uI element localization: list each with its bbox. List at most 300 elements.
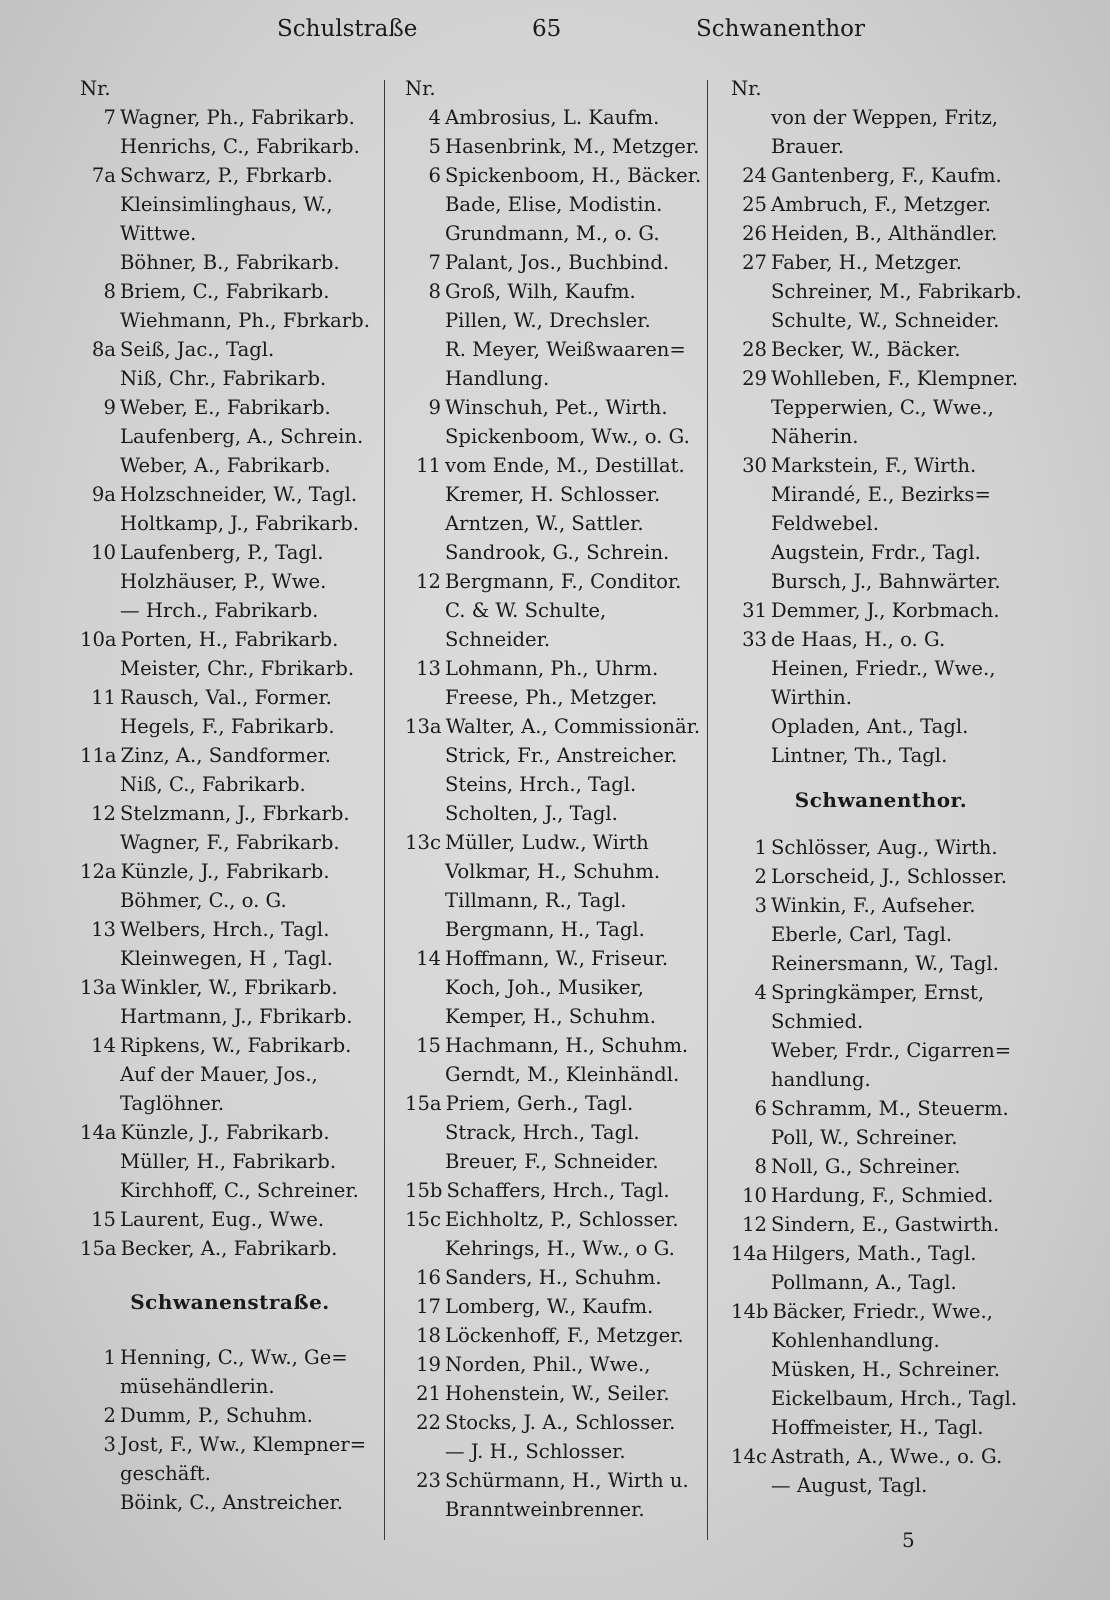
directory-entry [80,1060,380,1089]
resident-entry: Kemper, H., Schuhm. [445,1005,656,1028]
resident-entry: Sindern, E., Gastwirth. [771,1213,1000,1236]
directory-entry [731,596,1031,625]
directory-entry [80,1343,380,1372]
resident-entry: Lohmann, Ph., Uhrm. [445,657,659,680]
directory-entry [80,1430,380,1459]
directory-entry [405,1321,703,1350]
house-number: 14 [416,947,441,970]
directory-entry [731,277,1031,306]
resident-entry: Gerndt, M., Kleinhändl. [445,1063,680,1086]
resident-entry: handlung. [771,1068,871,1091]
resident-entry: Weber, A., Fabrikarb. [120,454,331,477]
resident-entry: Schmied. [771,1010,864,1033]
resident-entry: Weber, Frdr., Cigarren= [771,1039,1012,1062]
directory-entry [80,596,380,625]
directory-entry [731,509,1031,538]
directory-entry [405,306,703,335]
resident-entry: Tillmann, R., Tagl. [445,889,627,912]
house-number: 27 [742,251,767,274]
directory-entry [405,1263,703,1292]
resident-entry: Hegels, F., Fabrikarb. [120,715,335,738]
resident-entry: Palant, Jos., Buchbind. [445,251,670,274]
directory-entry [80,103,380,132]
directory-entry [80,683,380,712]
directory-entry [405,1147,703,1176]
entry-list [405,103,703,1524]
resident-entry: Dumm, P., Schuhm. [120,1404,313,1427]
resident-entry: Feldwebel. [771,512,879,535]
house-number: 10 [91,541,116,564]
resident-entry: Handlung. [445,367,550,390]
directory-entry [731,451,1031,480]
directory-entry [731,306,1031,335]
house-number: 1 [754,836,767,859]
resident-entry: Müller, Ludw., Wirth [445,831,649,854]
resident-entry: Demmer, J., Korbmach. [771,599,1000,622]
directory-entry [731,1442,1031,1471]
directory-entry [405,1118,703,1147]
resident-entry: Winkin, F., Aufseher. [771,894,976,917]
house-number: 5 [428,135,441,158]
directory-entry [731,132,1031,161]
resident-entry: Kremer, H. Schlosser. [445,483,661,506]
house-number: 29 [742,367,767,390]
resident-entry: von der Weppen, Fritz, [771,106,998,129]
house-number: 14 [91,1034,116,1057]
resident-entry: C. & W. Schulte, [445,599,607,622]
directory-entry [731,538,1031,567]
resident-entry: Bäcker, Friedr., Wwe., [772,1300,993,1323]
house-number: 14a [731,1242,768,1265]
directory-entry [80,1401,380,1430]
column-2 [405,74,703,1524]
house-number: 21 [416,1382,441,1405]
house-number: 7a [91,164,116,187]
house-number: 15b [405,1179,443,1202]
resident-entry: Schreiner, M., Fabrikarb. [771,280,1022,303]
resident-entry: Jost, F., Ww., Klempner= [120,1433,367,1456]
house-number: 13c [405,831,441,854]
house-number: 8 [103,280,116,303]
house-number: 25 [742,193,767,216]
resident-entry: — J. H., Schlosser. [445,1440,626,1463]
directory-entry [731,1036,1031,1065]
resident-entry: Wiehmann, Ph., Fbrkarb. [120,309,370,332]
directory-entry [731,335,1031,364]
resident-entry: Kleinsimlinghaus, W., [120,193,333,216]
resident-entry: Freese, Ph., Metzger. [445,686,658,709]
resident-entry: Laufenberg, P., Tagl. [120,541,324,564]
directory-entry [731,190,1031,219]
directory-entry [80,1147,380,1176]
house-number: 13 [416,657,441,680]
directory-entry [405,944,703,973]
resident-entry: Arntzen, W., Sattler. [445,512,644,535]
directory-entry [731,949,1031,978]
directory-entry [731,422,1031,451]
resident-entry: Henrichs, C., Fabrikarb. [120,135,360,158]
directory-entry [731,741,1031,770]
directory-entry [405,364,703,393]
directory-entry [80,799,380,828]
resident-entry: Sandrook, G., Schrein. [445,541,670,564]
resident-entry: Sanders, H., Schuhm. [445,1266,662,1289]
house-number: 33 [742,628,767,651]
directory-entry [405,1408,703,1437]
resident-entry: Schneider. [445,628,551,651]
resident-entry: Becker, A., Fabrikarb. [120,1237,338,1260]
house-number: 2 [103,1404,116,1427]
resident-entry: Briem, C., Fabrikarb. [120,280,330,303]
house-number: 13 [91,918,116,941]
house-number: 4 [428,106,441,129]
directory-entry [731,1210,1031,1239]
directory-entry [731,654,1031,683]
resident-entry: Mirandé, E., Bezirks= [771,483,991,506]
resident-entry: Eberle, Carl, Tagl. [771,923,953,946]
house-number: 8 [754,1155,767,1178]
directory-entry [80,1488,380,1517]
directory-entry [405,1089,703,1118]
resident-entry: Opladen, Ant., Tagl. [771,715,969,738]
resident-entry: Pollmann, A., Tagl. [771,1271,957,1294]
house-number: 15 [416,1034,441,1057]
house-number: 7 [103,106,116,129]
resident-entry: Hoffmeister, H., Tagl. [771,1416,984,1439]
directory-entry [405,1060,703,1089]
directory-entry [405,1176,703,1205]
directory-entry [731,1413,1031,1442]
number-heading: Nr. [80,77,111,100]
directory-entry [405,480,703,509]
resident-entry: Welbers, Hrch., Tagl. [120,918,330,941]
directory-entry [80,364,380,393]
directory-entry [80,538,380,567]
resident-entry: Hilgers, Math., Tagl. [771,1242,977,1265]
resident-entry: Wittwe. [120,222,197,245]
resident-entry: Scholten, J., Tagl. [445,802,618,825]
resident-entry: Brauer. [771,135,845,158]
house-number: 16 [416,1266,441,1289]
directory-entry [80,915,380,944]
resident-entry: Lintner, Th., Tagl. [771,744,948,767]
house-number: 3 [103,1433,116,1456]
directory-entry [405,219,703,248]
resident-entry: Gantenberg, F., Kaufm. [771,164,1002,187]
resident-entry: Markstein, F., Wirth. [771,454,977,477]
house-number: 11 [91,686,116,709]
resident-entry: Böhmer, C., o. G. [120,889,287,912]
resident-entry: Taglöhner. [120,1092,225,1115]
directory-entry [731,978,1031,1007]
resident-entry: Heiden, B., Althändler. [771,222,998,245]
directory-entry [731,712,1031,741]
house-number: 30 [742,454,767,477]
directory-entry [731,161,1031,190]
directory-entry [405,422,703,451]
directory-entry [731,1384,1031,1413]
page-header [0,16,1110,56]
house-number: 9 [428,396,441,419]
directory-entry [405,277,703,306]
directory-entry [80,132,380,161]
resident-entry: Heinen, Friedr., Wwe., [771,657,996,680]
resident-entry: Faber, H., Metzger. [771,251,962,274]
resident-entry: Norden, Phil., Wwe., [445,1353,651,1376]
directory-entry [405,1234,703,1263]
resident-entry: geschäft. [120,1462,211,1485]
resident-entry: Poll, W., Schreiner. [771,1126,958,1149]
resident-entry: de Haas, H., o. G. [771,628,946,651]
resident-entry: Kohlenhandlung. [771,1329,940,1352]
resident-entry: Walter, A., Commissionär. [445,715,701,738]
resident-entry: Laufenberg, A., Schrein. [120,425,364,448]
directory-entry [731,1152,1031,1181]
resident-entry: Winschuh, Pet., Wirth. [445,396,668,419]
resident-entry: Lorscheid, J., Schlosser. [771,865,1007,888]
house-number: 11 [416,454,441,477]
resident-entry: Eichholtz, P., Schlosser. [445,1208,679,1231]
directory-entry [405,886,703,915]
resident-entry: Weber, E., Fabrikarb. [120,396,331,419]
directory-entry [405,1031,703,1060]
directory-entry [405,451,703,480]
entry-list [80,1343,380,1517]
directory-entry [731,103,1031,132]
resident-entry: Schramm, M., Steuerm. [771,1097,1009,1120]
resident-entry: Spickenboom, Ww., o. G. [445,425,690,448]
directory-entry [80,625,380,654]
resident-entry: Volkmar, H., Schuhm. [445,860,661,883]
resident-entry: Schulte, W., Schneider. [771,309,1000,332]
resident-entry: Bade, Elise, Modistin. [445,193,663,216]
house-number: 28 [742,338,767,361]
resident-entry: Wohlleben, F., Klempner. [771,367,1019,390]
directory-entry [80,1234,380,1263]
directory-entry [405,1379,703,1408]
house-number: 17 [416,1295,441,1318]
directory-entry [405,190,703,219]
resident-entry: Niß, Chr., Fabrikarb. [120,367,327,390]
resident-entry: Hartmann, J., Fbrikarb. [120,1005,353,1028]
column-divider [384,80,385,1540]
resident-entry: Holzhäuser, P., Wwe. [120,570,327,593]
directory-entry [405,712,703,741]
resident-entry: Astrath, A., Wwe., o. G. [771,1445,1003,1468]
directory-entry [80,1205,380,1234]
directory-entry [80,1089,380,1118]
directory-entry [80,828,380,857]
resident-entry: Tepperwien, C., Wwe., [771,396,994,419]
directory-entry [80,712,380,741]
directory-entry [731,891,1031,920]
directory-entry [80,886,380,915]
house-number: 15a [80,1237,117,1260]
printer-signature: 5 [902,1528,915,1552]
directory-entry [405,1495,703,1524]
directory-entry [80,944,380,973]
resident-entry: Koch, Joh., Musiker, [445,976,644,999]
resident-entry: Porten, H., Fabrikarb. [120,628,339,651]
resident-entry: Stelzmann, J., Fbrkarb. [120,802,350,825]
house-number: 3 [754,894,767,917]
directory-entry [405,1437,703,1466]
house-number: 14a [80,1121,117,1144]
resident-entry: Kehrings, H., Ww., o G. [445,1237,675,1260]
resident-entry: Breuer, F., Schneider. [445,1150,659,1173]
resident-entry: Schlösser, Aug., Wirth. [771,836,998,859]
resident-entry: Hoffmann, W., Friseur. [445,947,669,970]
house-number: 24 [742,164,767,187]
house-number: 12 [91,802,116,825]
resident-entry: Künzle, J., Fabrikarb. [120,1121,330,1144]
resident-entry: Hardung, F., Schmied. [771,1184,994,1207]
house-number: 2 [754,865,767,888]
resident-entry: Wirthin. [771,686,853,709]
resident-entry: Branntweinbrenner. [445,1498,645,1521]
house-number: 1 [103,1346,116,1369]
resident-entry: Reinersmann, W., Tagl. [771,952,999,975]
directory-entry [731,219,1031,248]
directory-entry [80,335,380,364]
resident-entry: Kleinwegen, H , Tagl. [120,947,334,970]
directory-entry [405,335,703,364]
directory-entry [405,103,703,132]
house-number: 7 [428,251,441,274]
directory-entry [405,567,703,596]
resident-entry: Spickenboom, H., Bäcker. [445,164,702,187]
resident-entry: Strack, Hrch., Tagl. [445,1121,640,1144]
directory-entry [80,770,380,799]
resident-entry: Hasenbrink, M., Metzger. [445,135,700,158]
house-number: 10 [742,1184,767,1207]
directory-entry [731,1239,1031,1268]
house-number: 14c [731,1445,767,1468]
house-number: 23 [416,1469,441,1492]
directory-entry [405,741,703,770]
directory-entry [80,248,380,277]
directory-entry [731,683,1031,712]
directory-entry [405,132,703,161]
resident-entry: müsehändlerin. [120,1375,275,1398]
house-number: 9a [91,483,116,506]
resident-entry: Augstein, Frdr., Tagl. [771,541,981,564]
resident-entry: Winkler, W., Fbrikarb. [120,976,338,999]
entry-list [731,833,1031,1500]
resident-entry: Böink, C., Anstreicher. [120,1491,343,1514]
resident-entry: Ambruch, F., Metzger. [771,193,991,216]
directory-entry [80,277,380,306]
directory-entry [731,364,1031,393]
house-number: 31 [742,599,767,622]
house-number: 11a [80,744,117,767]
entry-list [731,103,1031,770]
resident-entry: Ripkens, W., Fabrikarb. [120,1034,352,1057]
directory-entry [80,741,380,770]
resident-entry: Künzle, J., Fabrikarb. [120,860,330,883]
directory-entry [80,393,380,422]
resident-entry: Meister, Chr., Fbrikarb. [120,657,355,680]
header-street-right: Schwanenthor [696,16,865,42]
directory-entry [405,828,703,857]
directory-entry [80,451,380,480]
entry-list [80,103,380,1263]
directory-entry [80,654,380,683]
house-number: 18 [416,1324,441,1347]
resident-entry: Grundmann, M., o. G. [445,222,660,245]
resident-entry: Niß, C., Fabrikarb. [120,773,306,796]
number-heading: Nr. [405,77,436,100]
directory-entry [731,1007,1031,1036]
house-number: 12a [80,860,117,883]
directory-entry [80,1002,380,1031]
house-number: 19 [416,1353,441,1376]
resident-entry: Kirchhoff, C., Schreiner. [120,1179,359,1202]
resident-entry: Böhner, B., Fabrikarb. [120,251,340,274]
section-title-schwanenthor: Schwanenthor. [794,788,968,812]
house-number: 4 [754,981,767,1004]
directory-entry [405,625,703,654]
directory-entry [731,1471,1031,1500]
directory-entry [80,857,380,886]
house-number: 15c [405,1208,441,1231]
resident-entry: Eickelbaum, Hrch., Tagl. [771,1387,1018,1410]
resident-entry: Lomberg, W., Kaufm. [445,1295,654,1318]
directory-entry [405,683,703,712]
directory-entry [405,915,703,944]
directory-entry [405,654,703,683]
resident-entry: Rausch, Val., Former. [120,686,332,709]
directory-entry [80,1118,380,1147]
resident-entry: Wagner, F., Fabrikarb. [120,831,340,854]
directory-entry [731,393,1031,422]
resident-entry: Springkämper, Ernst, [771,981,985,1004]
directory-entry [405,1350,703,1379]
directory-entry [731,625,1031,654]
house-number: 10a [80,628,117,651]
resident-entry: Holzschneider, W., Tagl. [120,483,358,506]
directory-entry [731,567,1031,596]
resident-entry: Zinz, A., Sandformer. [120,744,332,767]
resident-entry: Steins, Hrch., Tagl. [445,773,637,796]
resident-entry: Schürmann, H., Wirth u. [445,1469,689,1492]
directory-entry [80,1176,380,1205]
directory-entry [405,770,703,799]
directory-entry [405,538,703,567]
directory-entry [731,248,1031,277]
resident-entry: — Hrch., Fabrikarb. [120,599,319,622]
resident-entry: Groß, Wilh, Kaufm. [445,280,636,303]
house-number: 12 [742,1213,767,1236]
resident-entry: Hohenstein, W., Seiler. [445,1382,670,1405]
resident-entry: R. Meyer, Weißwaaren= [445,338,686,361]
directory-entry [80,509,380,538]
house-number: 15 [91,1208,116,1231]
resident-entry: Laurent, Eug., Wwe. [120,1208,325,1231]
column-1 [80,74,380,1517]
directory-entry [80,190,380,219]
resident-entry: — August, Tagl. [771,1474,928,1497]
resident-entry: Schaffers, Hrch., Tagl. [446,1179,670,1202]
resident-entry: Näherin. [771,425,859,448]
column-3 [731,74,1031,1500]
resident-entry: Stocks, J. A., Schlosser. [445,1411,676,1434]
column-divider [707,80,708,1540]
resident-entry: Hachmann, H., Schuhm. [445,1034,689,1057]
resident-entry: Priem, Gerh., Tagl. [445,1092,634,1115]
directory-entry [731,1181,1031,1210]
directory-entry [405,1002,703,1031]
